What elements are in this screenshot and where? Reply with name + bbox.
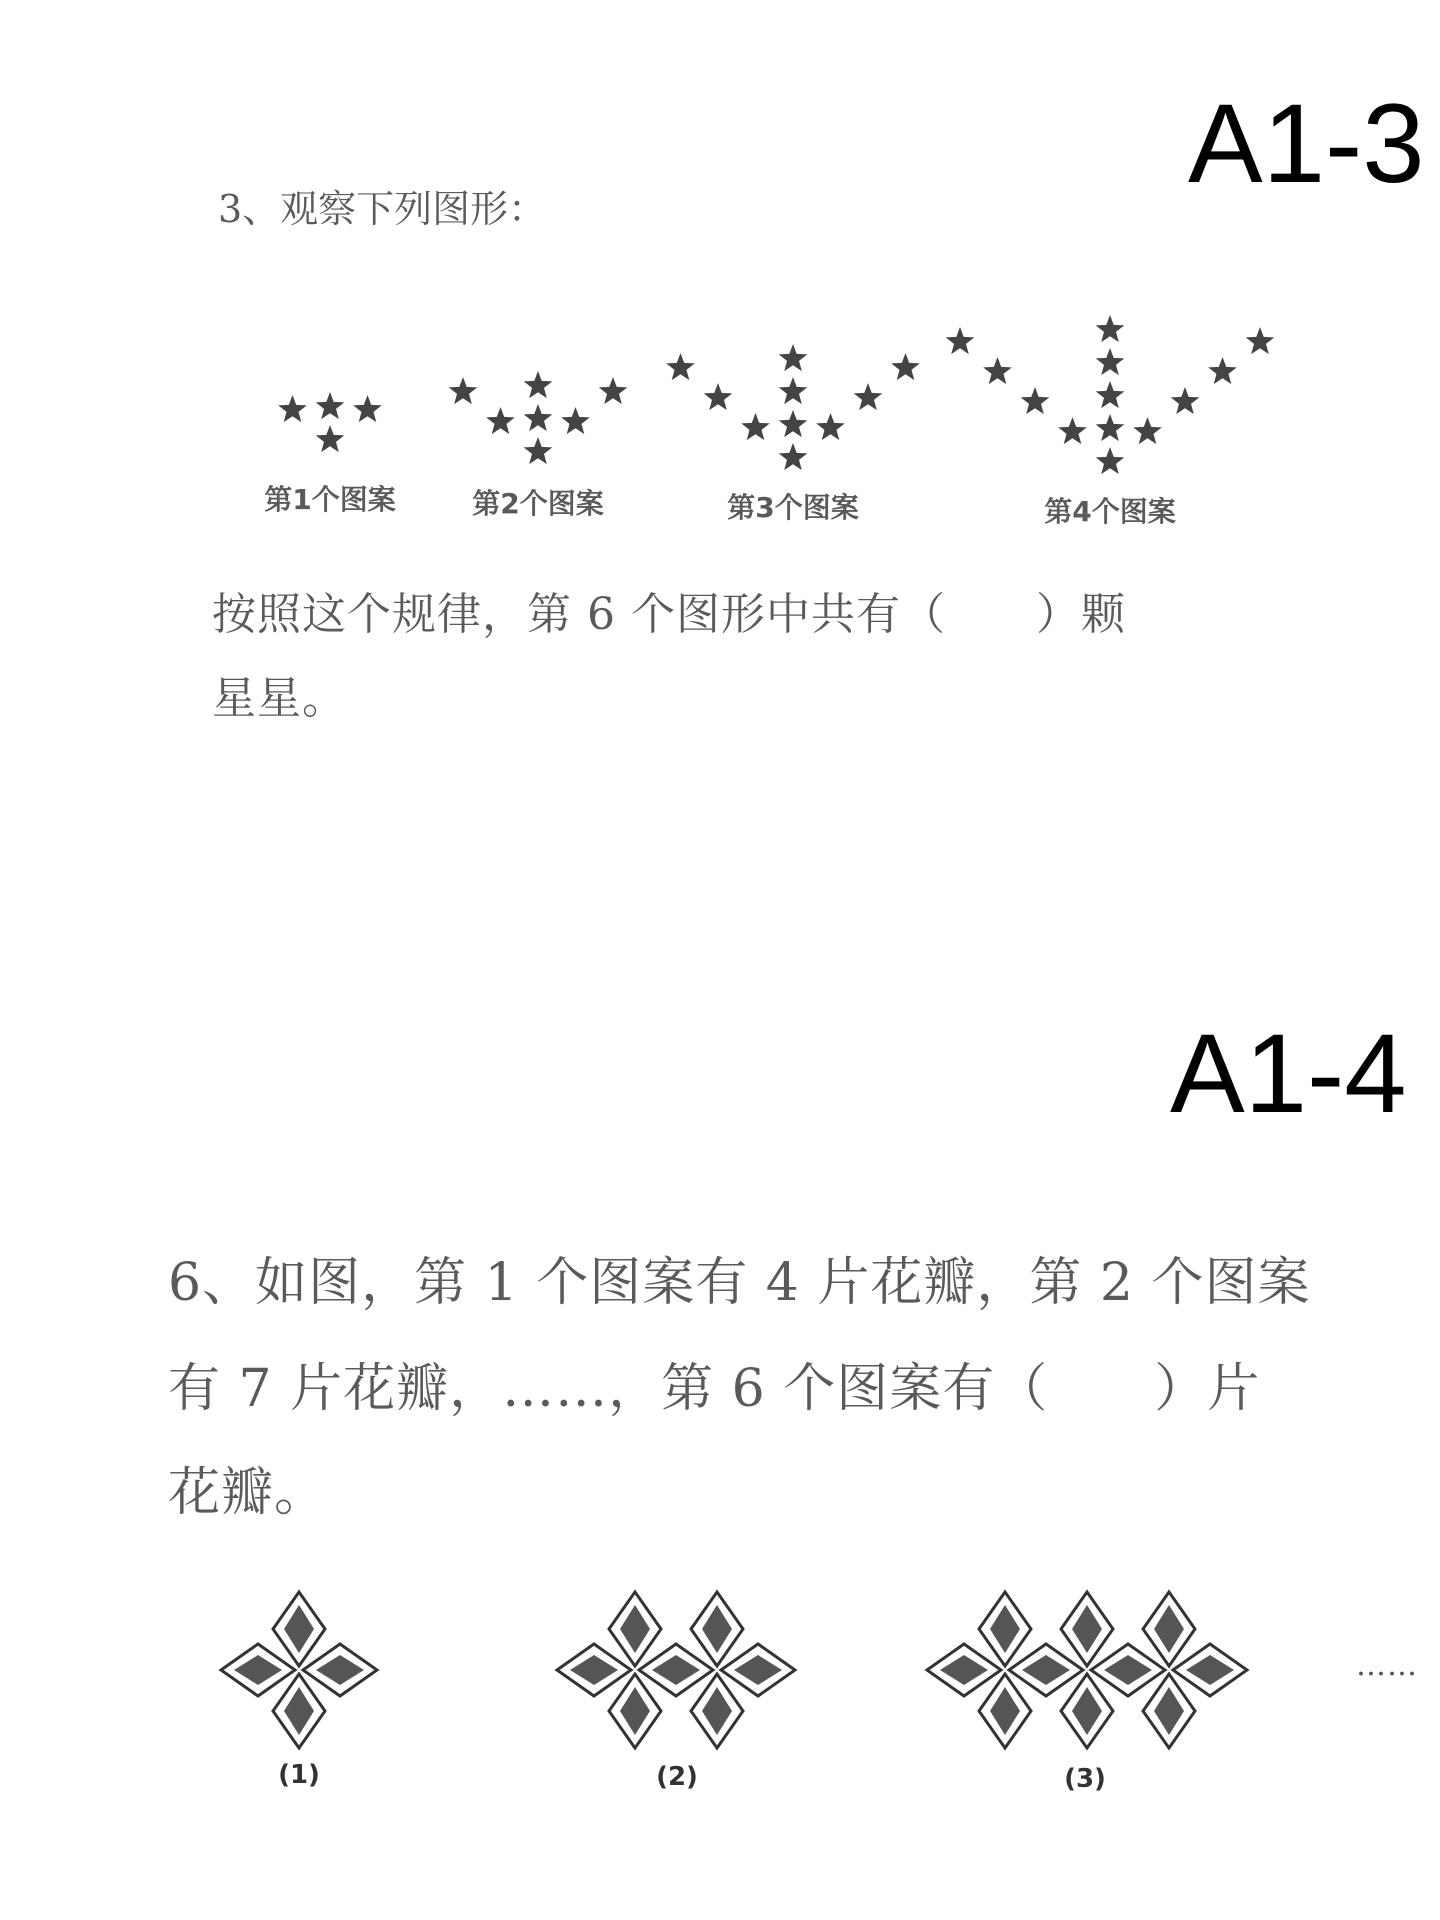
star-icon (524, 371, 553, 398)
star-icon (816, 413, 845, 440)
star-patterns (0, 0, 1440, 600)
star-icon (1096, 447, 1125, 474)
star-icon (278, 395, 307, 422)
petal-icon (1173, 1644, 1247, 1696)
question-3-title: 3、观察下列图形： (218, 187, 547, 231)
pattern-label-3: 第3个图案 (727, 491, 859, 524)
star-icon (779, 410, 808, 437)
star-icon (854, 383, 883, 410)
petal-icon (273, 1592, 325, 1666)
question-3-line-2: 星星。 (212, 673, 347, 724)
pattern-label-4: 第4个图案 (1044, 495, 1176, 528)
petal-icon (979, 1592, 1031, 1666)
petal-icon (691, 1592, 743, 1666)
pattern-label-1: 第1个图案 (264, 483, 396, 516)
figure-continuation: …… (1356, 1648, 1418, 1683)
petal-icon (1009, 1644, 1083, 1696)
question-6-line-1: 6、如图，第 1 个图案有 4 片花瓣，第 2 个图案 (168, 1253, 1311, 1313)
petal-icon (557, 1644, 631, 1696)
star-icon (599, 377, 628, 404)
question-6-line-2: 有 7 片花瓣，……，第 6 个图案有（ ）片 (168, 1359, 1261, 1419)
star-icon (741, 413, 770, 440)
petal-icon (927, 1644, 1001, 1696)
section-label-a1-4: A1-4 (1170, 1011, 1407, 1136)
star-icon (1096, 381, 1125, 408)
pattern-label-2: 第2个图案 (472, 487, 604, 520)
star-icon (1058, 417, 1087, 444)
petal-icon (273, 1674, 325, 1748)
star-icon (524, 404, 553, 431)
star-icon (946, 327, 975, 354)
star-icon (486, 407, 515, 434)
petal-icon (979, 1674, 1031, 1748)
petal-icon (609, 1592, 661, 1666)
star-icon (704, 383, 733, 410)
star-icon (779, 344, 808, 371)
petal-icon (1143, 1592, 1195, 1666)
star-icon (1096, 414, 1125, 441)
petal-icon (1061, 1674, 1113, 1748)
petal-icon (609, 1674, 661, 1748)
star-icon (1096, 315, 1125, 342)
petal-icon (1061, 1592, 1113, 1666)
petal-icon (721, 1644, 795, 1696)
star-icon (524, 437, 553, 464)
star-icon (779, 443, 808, 470)
star-icon (353, 395, 382, 422)
star-icon (561, 407, 590, 434)
petal-icon (639, 1644, 713, 1696)
question-3-line-1: 按照这个规律，第 6 个图形中共有（ ）颗 (212, 589, 1126, 640)
star-icon (983, 357, 1012, 384)
section-label-a1-3: A1-3 (1188, 81, 1425, 206)
star-icon (1171, 387, 1200, 414)
figure-label-2: (2) (656, 1762, 698, 1792)
petal-icon (691, 1674, 743, 1748)
star-icon (779, 377, 808, 404)
star-icon (1096, 348, 1125, 375)
star-icon (449, 377, 478, 404)
petal-icon (1143, 1674, 1195, 1748)
petal-icon (221, 1644, 295, 1696)
star-icon (666, 353, 695, 380)
star-icon (316, 392, 345, 419)
star-icon (891, 353, 920, 380)
question-6-line-3: 花瓣。 (168, 1463, 328, 1523)
star-icon (1246, 327, 1275, 354)
petal-figures (0, 1560, 1440, 1860)
petal-icon (303, 1644, 377, 1696)
figure-label-1: (1) (278, 1760, 320, 1790)
star-icon (1208, 357, 1237, 384)
star-icon (1133, 417, 1162, 444)
petal-icon (1091, 1644, 1165, 1696)
star-icon (316, 425, 345, 452)
star-icon (1021, 387, 1050, 414)
figure-label-3: (3) (1064, 1764, 1106, 1794)
